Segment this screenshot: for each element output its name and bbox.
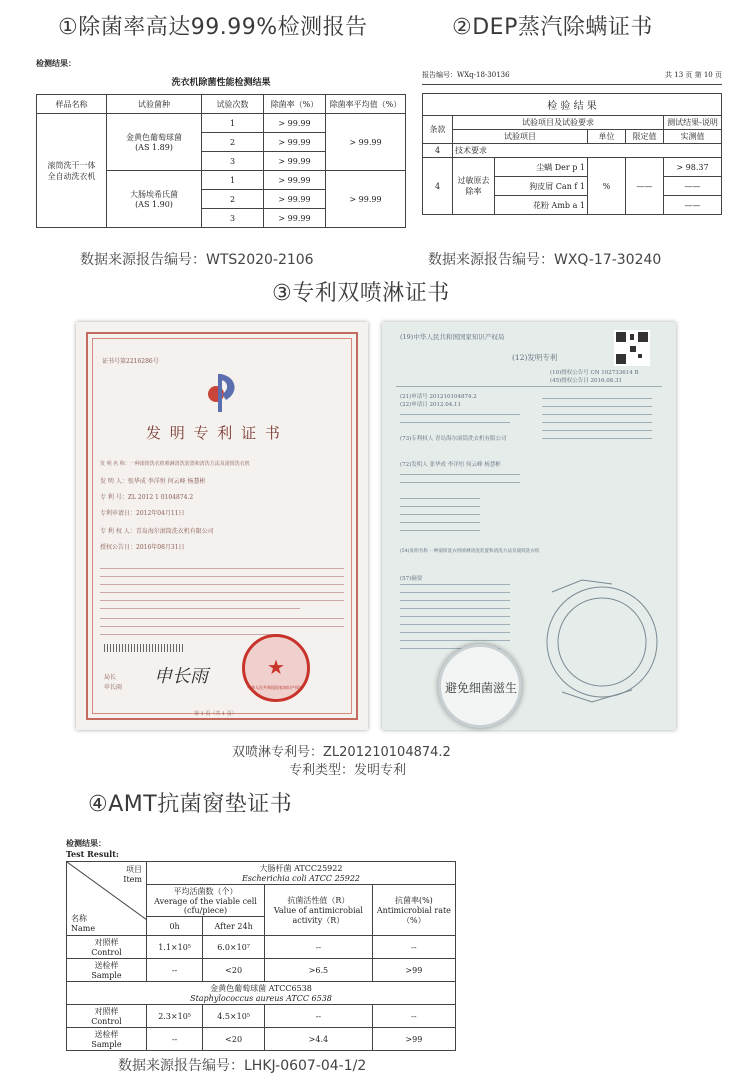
row-b-no: 4 [423, 158, 453, 215]
header-cell: 试验次数 [202, 95, 264, 114]
bac1-name: 大肠杆菌 ATCC25922 [259, 864, 343, 873]
bac2-name: 金黄色葡萄球菌 ATCC6538 [210, 984, 312, 993]
header-cell: 除菌率（%） [264, 95, 326, 114]
activity-header [265, 885, 373, 936]
strain-code: (AS 1.89) [135, 143, 173, 152]
report-1-table-title: 洗衣机除菌性能检测结果 [171, 78, 271, 88]
count-header [147, 885, 265, 917]
cert-patent-no: 专 利 号：ZL 2012 1 0104874.2 [100, 494, 194, 501]
bacterium-1 [147, 862, 456, 885]
report-4-table [66, 861, 456, 1051]
control-label: 对照样 [94, 1007, 119, 1016]
patent-grant-no: (10)授权公告号 CN 102733614 B [550, 370, 639, 376]
header-cell: 样品名称 [37, 95, 107, 114]
patent-app-no: (21)申请号 201210104874.2 [400, 394, 477, 400]
bac1-name-en: Escherichia coli ATCC 25922 [241, 874, 361, 883]
trial-cell: 3 [202, 209, 264, 228]
value-cell: 6.0×10⁷ [203, 936, 265, 959]
section-title-2: ②DEP蒸汽除螨证书 [452, 15, 653, 40]
item-label: 项目 [126, 865, 142, 874]
diag-header [67, 862, 147, 936]
barcode-icon [614, 330, 650, 366]
trial-cell: 3 [202, 152, 264, 171]
strain-cell [107, 171, 202, 228]
cert-title: 发 明 专 利 证 书 [146, 424, 282, 442]
col-items: 试验项目及试验要求 [453, 116, 664, 130]
cert-sig-label: 局长 [104, 674, 117, 681]
sample-label: 送检样 [94, 1030, 119, 1039]
value-cell: >99 [372, 959, 455, 982]
cert-grant-date: 授权公告日：2016年08月31日 [100, 544, 185, 551]
value-cell: -- [147, 1028, 203, 1051]
value-cell: -- [147, 959, 203, 982]
section-title-1: ①除菌率高达99.99%检测报告 [58, 15, 368, 40]
trial-cell: 2 [202, 133, 264, 152]
patent-abstract-label: (57)摘要 [400, 576, 423, 582]
magnifier-text: 避免细菌滋生 [445, 681, 518, 695]
report-4 [66, 838, 456, 1051]
rate-cell: > 99.99 [264, 209, 326, 228]
strain-name: 金黄色葡萄球菌 [126, 133, 182, 142]
strain-cell [107, 114, 202, 171]
patent-app-date: (22)申请日 2012.04.11 [400, 402, 462, 408]
patent-patentee: (73)专利权人 青岛海尔滚筒洗衣机有限公司 [400, 436, 507, 442]
control-label: 对照样 [94, 938, 119, 947]
source-caption-3a: 双喷淋专利号：ZL201210104874.2 [232, 745, 451, 760]
source-caption-1: 数据来源报告编号：WTS2020-2106 [80, 252, 314, 268]
col-measured: 实测值 [664, 130, 722, 144]
trial-cell: 1 [202, 114, 264, 133]
sub-value: —— [664, 177, 722, 196]
report-1-table [36, 94, 406, 228]
activity-label: 抗菌活性值（R） [287, 895, 350, 905]
row-b-limit: —— [626, 158, 664, 215]
row-label [67, 1028, 147, 1051]
strain-code: (AS 1.90) [135, 200, 173, 209]
cert-number: 证书号第2216286号 [102, 358, 159, 365]
section-title-4: ④AMT抗菌窗垫证书 [88, 792, 293, 817]
row-label [67, 1005, 147, 1028]
rate-cell: > 99.99 [264, 190, 326, 209]
strain-name: 大肠埃希氏菌 [130, 190, 178, 199]
row-a-no: 4 [423, 144, 453, 158]
seal-star-icon: ★ [267, 655, 285, 679]
cert-inventors: 发 明 人：张华成 李洋恒 何云峰 杨慧彬 [100, 478, 206, 485]
name-label: 名称 [71, 914, 87, 923]
sub-value: > 98.37 [664, 158, 722, 177]
h-24h: After 24h [203, 917, 265, 936]
patent-title: (54)发明名称 一种滚筒洗衣机喷淋清洗装置和清洗方法及滚筒洗衣机 [400, 549, 540, 554]
patent-office: (19)中华人民共和国国家知识产权局 [400, 333, 505, 341]
value-cell: >99 [372, 1028, 455, 1051]
rate-cell: > 99.99 [264, 171, 326, 190]
value-cell: <20 [203, 959, 265, 982]
report-2-title: 检 验 结 果 [423, 94, 722, 116]
row-label [67, 936, 147, 959]
activity-label-en: Value of antimicrobial activity（R） [273, 905, 363, 925]
col-item: 试验项目 [453, 130, 588, 144]
control-label-en: Control [91, 1017, 122, 1026]
h-0h: 0h [147, 917, 203, 936]
barcode [104, 644, 184, 652]
patent-certificate [76, 322, 368, 730]
sample-label-en: Sample [91, 971, 122, 980]
seal-text: 中华人民共和国国家知识产权局 [247, 685, 303, 690]
sample-label-en: Sample [91, 1040, 122, 1049]
source-caption-4: 数据来源报告编号：LHKJ-0607-04-1/2 [118, 1058, 367, 1074]
sub-item: 狗皮屑 Can f 1 [495, 177, 588, 196]
value-cell: <20 [203, 1028, 265, 1051]
rate-cell: > 99.99 [264, 114, 326, 133]
item-label-en: Item [123, 875, 142, 884]
row-a-text: 技术要求 [453, 144, 722, 158]
rate-label: 抗菌率(%) [394, 895, 433, 905]
report-2-number: 报告编号：WXq-18-30136 [422, 71, 510, 79]
sample-label: 送检样 [94, 961, 119, 970]
report-1-label: 检测结果： [36, 58, 76, 68]
report-4-label: 检测结果： [66, 838, 106, 848]
report-4-label-en: Test Result: [66, 849, 119, 859]
trial-cell: 1 [202, 171, 264, 190]
col-seq: 条款 [423, 116, 453, 144]
patent-inventors: (72)发明人 张华成 李洋恒 何云峰 杨慧彬 [400, 462, 501, 468]
row-b-unit: % [588, 158, 626, 215]
value-cell: -- [372, 1005, 455, 1028]
cert-invention: 发 明 名 称：一种滚筒洗衣机喷淋清洗装置和清洗方法及滚筒洗衣机 [100, 461, 250, 467]
rate-cell: > 99.99 [264, 133, 326, 152]
avg-cell: > 99.99 [326, 171, 406, 228]
cert-sig-name: 申长雨 [104, 684, 123, 691]
source-caption-2: 数据来源报告编号：WXQ-17-30240 [428, 252, 662, 268]
value-cell: -- [265, 936, 373, 959]
sub-item: 花粉 Amb a 1 [495, 196, 588, 215]
value-cell: -- [265, 1005, 373, 1028]
sub-value: —— [664, 196, 722, 215]
report-2-page: 共 13 页 第 10 页 [665, 71, 722, 79]
header-cell: 试验菌种 [107, 95, 202, 114]
rate-label-en: Antimicrobial rate（%） [376, 905, 451, 925]
rate-cell: > 99.99 [264, 152, 326, 171]
section-title-3: ③专利双喷淋证书 [272, 281, 450, 306]
magnifier [438, 644, 522, 728]
avg-cell: > 99.99 [326, 114, 406, 171]
official-seal [242, 634, 310, 702]
col-unit: 单位 [588, 130, 626, 144]
cert-footer: 第 1 页（共 1 页） [194, 711, 237, 717]
col-result: 测试结果-说明 [664, 116, 722, 130]
row-label [67, 959, 147, 982]
cnipa-logo-icon [202, 370, 242, 414]
value-cell: >6.5 [265, 959, 373, 982]
bac2-name-en: Staphylococcus aureus ATCC 6538 [190, 994, 332, 1003]
patent-drawing [522, 572, 662, 712]
report-2-table [422, 93, 722, 215]
col-limit: 限定值 [626, 130, 664, 144]
sub-item: 尘螨 Der p 1 [495, 158, 588, 177]
value-cell: >4.4 [265, 1028, 373, 1051]
source-caption-3b: 专利类型：发明专利 [289, 763, 407, 778]
control-label-en: Control [91, 948, 122, 957]
trial-cell: 2 [202, 190, 264, 209]
cert-apply-date: 专利申请日：2012年04月11日 [100, 510, 185, 517]
rate-header [372, 885, 455, 936]
sample-name: 滚筒洗干一体全自动洗衣机 [37, 114, 107, 228]
value-cell: 2.3×10⁵ [147, 1005, 203, 1028]
patent-grant-date: (45)授权公告日 2016.08.31 [550, 378, 623, 384]
count-label-en: Average of the viable cell (cfu/piece) [154, 897, 257, 915]
value-cell: 4.5×10⁵ [203, 1005, 265, 1028]
cert-signature: 申长雨 [154, 666, 208, 687]
cert-patentee: 专 利 权 人：青岛海尔滚筒洗衣机有限公司 [100, 528, 214, 535]
name-label-en: Name [71, 924, 96, 933]
patent-type: (12)发明专利 [512, 353, 558, 362]
value-cell: -- [372, 936, 455, 959]
report-1 [36, 58, 406, 228]
count-label: 平均活菌数（个） [173, 887, 238, 896]
header-cell: 除菌率平均值（%） [326, 95, 406, 114]
value-cell: 1.1×10⁵ [147, 936, 203, 959]
bacterium-2 [67, 982, 456, 1005]
report-2 [422, 70, 722, 215]
patent-document [382, 322, 676, 730]
row-b-item: 过敏原去除率 [453, 158, 495, 215]
